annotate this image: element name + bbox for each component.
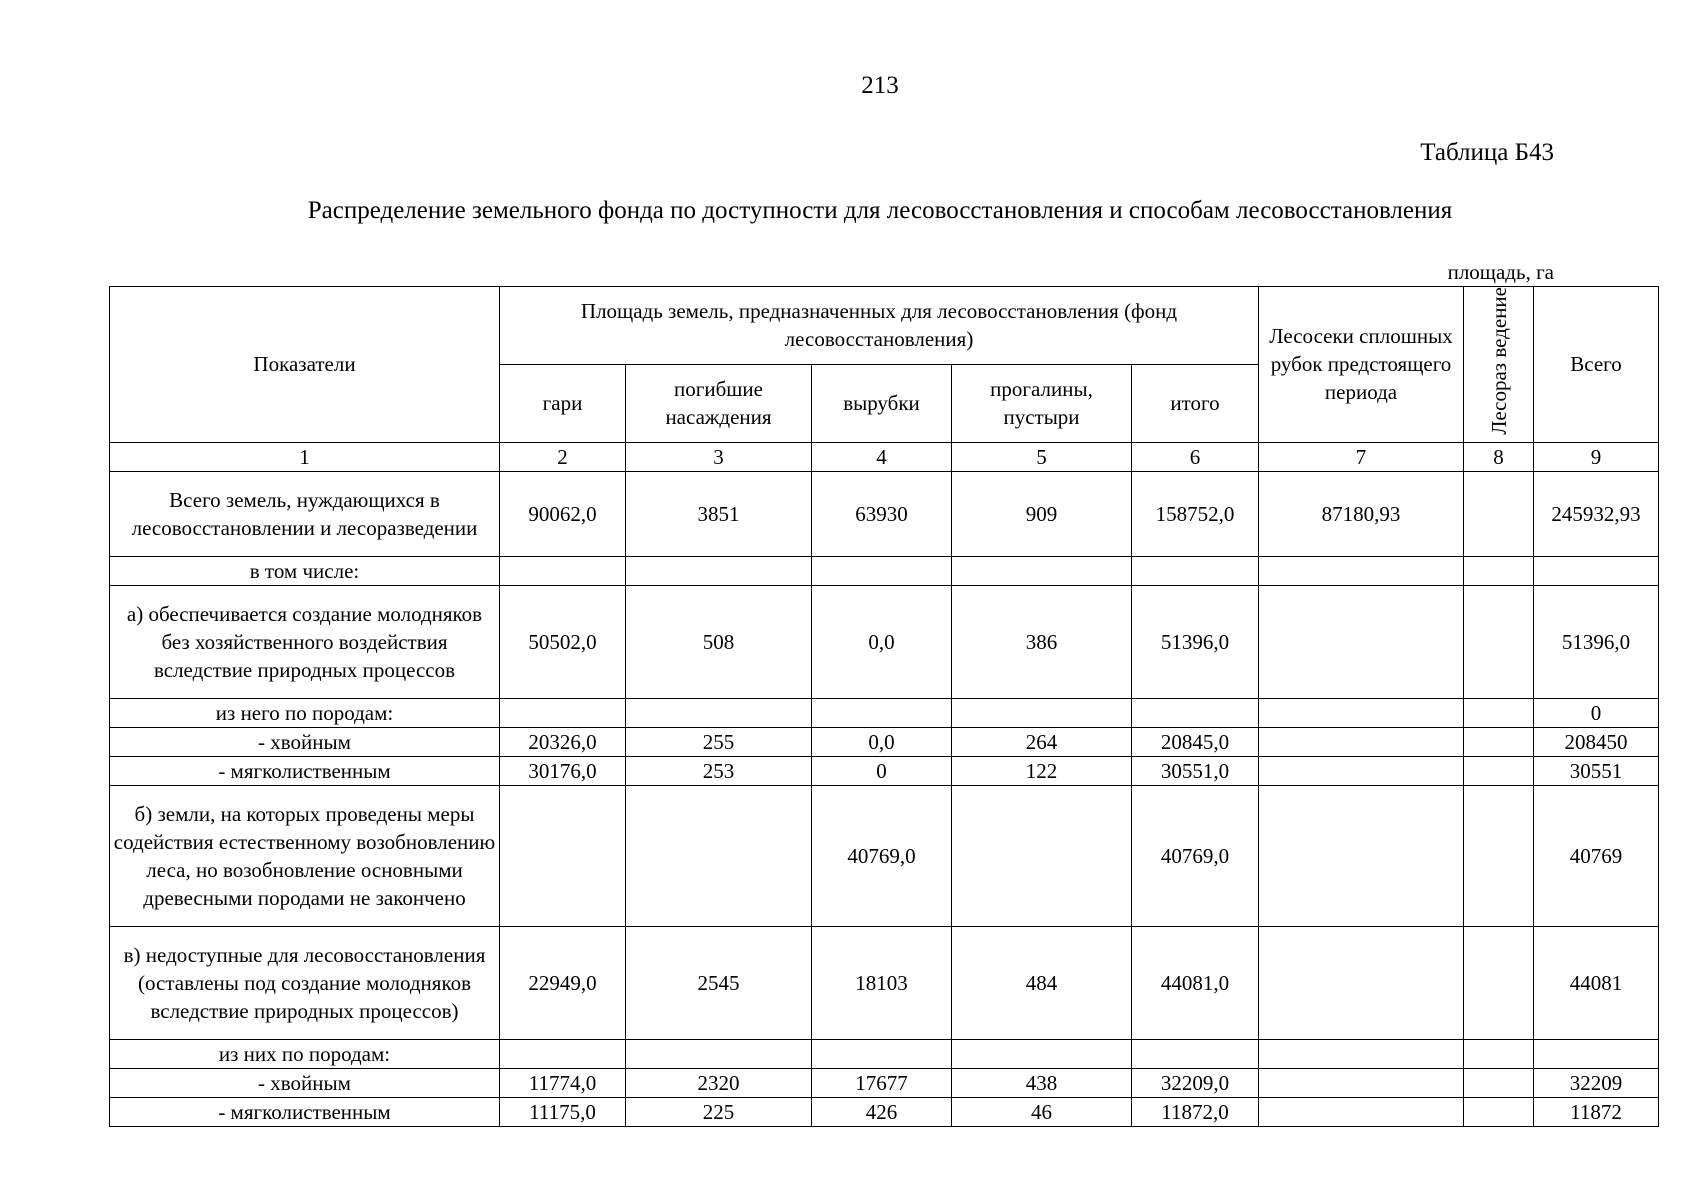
header-total: итого [1132, 364, 1259, 442]
page-number: 213 [861, 72, 899, 99]
cell-glades [952, 785, 1132, 926]
land-fund-table [109, 286, 1659, 1127]
table-row [110, 785, 1659, 926]
document-title: Распределение земельного фонда по доступности для лесовосстановления и способам лесовосстановления [307, 197, 1453, 224]
cell-all: 30551 [1534, 756, 1659, 785]
header-afforestation-text: Лесораз ведение [1486, 287, 1511, 435]
cell-clearcut [1259, 585, 1464, 698]
cell-afforestation [1464, 1068, 1534, 1097]
cell-total [1132, 556, 1259, 585]
row-label: из них по породам: [110, 1039, 500, 1068]
column-number: 7 [1259, 442, 1464, 471]
cell-dead-stands: 508 [626, 585, 812, 698]
cell-all: 208450 [1534, 727, 1659, 756]
cell-gari: 50502,0 [500, 585, 626, 698]
cell-all: 245932,93 [1534, 471, 1659, 556]
cell-all: 0 [1534, 698, 1659, 727]
cell-clearcut [1259, 926, 1464, 1039]
cell-total: 30551,0 [1132, 756, 1259, 785]
table-row [110, 926, 1659, 1039]
row-label: - хвойным [110, 1068, 500, 1097]
cell-all: 44081 [1534, 926, 1659, 1039]
cell-clearcut [1259, 727, 1464, 756]
cell-gari: 90062,0 [500, 471, 626, 556]
cell-total: 44081,0 [1132, 926, 1259, 1039]
cell-total [1132, 1039, 1259, 1068]
row-label: в) недоступные для лесовосстановления (оставлены под создание молодняков вследствие природных процессов) [110, 926, 500, 1039]
cell-cutting: 426 [812, 1097, 952, 1126]
cell-cutting [812, 556, 952, 585]
row-label: - мягколиственным [110, 1097, 500, 1126]
cell-cutting: 18103 [812, 926, 952, 1039]
cell-clearcut [1259, 785, 1464, 926]
header-gari: гари [500, 364, 626, 442]
row-label: из него по породам: [110, 698, 500, 727]
cell-dead-stands: 2545 [626, 926, 812, 1039]
header-all: Всего [1534, 287, 1659, 443]
cell-gari: 11175,0 [500, 1097, 626, 1126]
cell-dead-stands: 225 [626, 1097, 812, 1126]
column-number: 5 [952, 442, 1132, 471]
cell-cutting [812, 1039, 952, 1068]
cell-all: 11872 [1534, 1097, 1659, 1126]
cell-clearcut [1259, 756, 1464, 785]
table-row [110, 756, 1659, 785]
cell-gari [500, 698, 626, 727]
cell-glades [952, 1039, 1132, 1068]
row-label: б) земли, на которых проведены меры содействия естественному возобновлению леса, но возобновление основными древесными породами не закончено [110, 785, 500, 926]
header-clearcut: Лесосеки сплошных рубок предстоящего периода [1259, 287, 1464, 443]
column-number: 8 [1464, 442, 1534, 471]
cell-all: 40769 [1534, 785, 1659, 926]
cell-glades: 909 [952, 471, 1132, 556]
column-number: 9 [1534, 442, 1659, 471]
cell-cutting: 0 [812, 756, 952, 785]
table-row [110, 698, 1659, 727]
table-row [110, 1039, 1659, 1068]
cell-all: 51396,0 [1534, 585, 1659, 698]
column-number: 6 [1132, 442, 1259, 471]
cell-gari [500, 785, 626, 926]
table-label: Таблица Б43 [1420, 139, 1554, 166]
column-numbers-row [110, 442, 1659, 471]
cell-afforestation [1464, 556, 1534, 585]
cell-glades [952, 556, 1132, 585]
cell-clearcut [1259, 1068, 1464, 1097]
header-dead-stands: погибшие насаждения [626, 364, 812, 442]
table-row [110, 727, 1659, 756]
cell-afforestation [1464, 698, 1534, 727]
cell-afforestation [1464, 1097, 1534, 1126]
header-fund-group: Площадь земель, предназначенных для лесовосстановления (фонд лесовосстановления) [500, 287, 1259, 365]
cell-clearcut [1259, 1097, 1464, 1126]
cell-gari [500, 1039, 626, 1068]
cell-cutting: 0,0 [812, 585, 952, 698]
cell-dead-stands [626, 785, 812, 926]
row-label: - мягколиственным [110, 756, 500, 785]
cell-dead-stands: 253 [626, 756, 812, 785]
cell-afforestation [1464, 785, 1534, 926]
cell-clearcut [1259, 698, 1464, 727]
cell-total: 32209,0 [1132, 1068, 1259, 1097]
header-glades: прогалины, пустыри [952, 364, 1132, 442]
row-label: в том числе: [110, 556, 500, 585]
table-row [110, 1097, 1659, 1126]
cell-afforestation [1464, 585, 1534, 698]
cell-dead-stands [626, 1039, 812, 1068]
column-number: 3 [626, 442, 812, 471]
table-row [110, 1068, 1659, 1097]
column-number: 2 [500, 442, 626, 471]
cell-afforestation [1464, 727, 1534, 756]
row-label: - хвойным [110, 727, 500, 756]
cell-dead-stands [626, 698, 812, 727]
cell-all [1534, 1039, 1659, 1068]
cell-afforestation [1464, 1039, 1534, 1068]
cell-dead-stands: 2320 [626, 1068, 812, 1097]
cell-clearcut [1259, 556, 1464, 585]
table-row [110, 471, 1659, 556]
header-indicators: Показатели [110, 287, 500, 443]
cell-total: 51396,0 [1132, 585, 1259, 698]
table-row [110, 585, 1659, 698]
cell-total: 20845,0 [1132, 727, 1259, 756]
table-row [110, 556, 1659, 585]
cell-cutting: 17677 [812, 1068, 952, 1097]
cell-cutting: 40769,0 [812, 785, 952, 926]
cell-glades [952, 698, 1132, 727]
cell-cutting: 0,0 [812, 727, 952, 756]
cell-glades: 264 [952, 727, 1132, 756]
cell-all: 32209 [1534, 1068, 1659, 1097]
cell-cutting: 63930 [812, 471, 952, 556]
cell-total [1132, 698, 1259, 727]
cell-afforestation [1464, 471, 1534, 556]
cell-cutting [812, 698, 952, 727]
cell-glades: 386 [952, 585, 1132, 698]
cell-dead-stands: 255 [626, 727, 812, 756]
cell-glades: 484 [952, 926, 1132, 1039]
cell-gari: 30176,0 [500, 756, 626, 785]
row-label: Всего земель, нуждающихся в лесовосстановлении и лесоразведении [110, 471, 500, 556]
cell-glades: 438 [952, 1068, 1132, 1097]
cell-dead-stands [626, 556, 812, 585]
cell-glades: 122 [952, 756, 1132, 785]
cell-clearcut [1259, 1039, 1464, 1068]
cell-total: 158752,0 [1132, 471, 1259, 556]
row-label: а) обеспечивается создание молодняков без хозяйственного воздействия вследствие природных процессов [110, 585, 500, 698]
cell-afforestation [1464, 756, 1534, 785]
cell-gari [500, 556, 626, 585]
units-label: площадь, га [1447, 260, 1554, 284]
cell-total: 40769,0 [1132, 785, 1259, 926]
column-number: 4 [812, 442, 952, 471]
header-afforestation [1464, 287, 1534, 443]
cell-clearcut: 87180,93 [1259, 471, 1464, 556]
cell-all [1534, 556, 1659, 585]
cell-gari: 22949,0 [500, 926, 626, 1039]
column-number: 1 [110, 442, 500, 471]
header-cutting: вырубки [812, 364, 952, 442]
cell-gari: 11774,0 [500, 1068, 626, 1097]
cell-gari: 20326,0 [500, 727, 626, 756]
cell-total: 11872,0 [1132, 1097, 1259, 1126]
cell-dead-stands: 3851 [626, 471, 812, 556]
cell-afforestation [1464, 926, 1534, 1039]
cell-glades: 46 [952, 1097, 1132, 1126]
